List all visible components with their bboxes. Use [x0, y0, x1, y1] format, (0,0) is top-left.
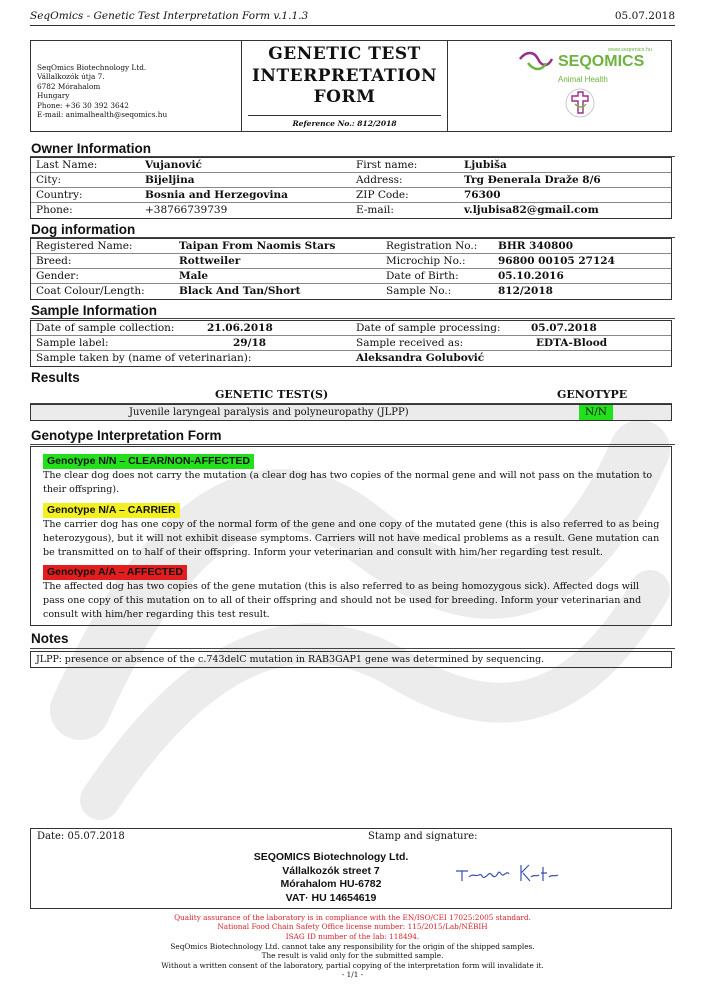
table-row [31, 254, 671, 269]
carrier-genotype-label: Genotype N/A – CARRIER [43, 503, 180, 518]
field-value: 96800 00105 27124 [498, 255, 615, 267]
field-value: 76300 [464, 189, 501, 201]
field-label: Registration No.: [386, 240, 478, 252]
svg-text:www.seqomics.hu: www.seqomics.hu [608, 47, 653, 53]
table-row [31, 158, 671, 173]
form-title-line: INTERPRETATION [251, 65, 438, 86]
field-value: 29/18 [233, 337, 267, 349]
field-value: 812/2018 [498, 285, 553, 297]
field-label: Coat Colour/Length: [36, 285, 145, 297]
field-value: Male [179, 270, 209, 282]
signature-date: Date: 05.07.2018 [37, 831, 125, 842]
table-row [31, 284, 671, 299]
interpretation-box [30, 446, 672, 626]
section-divider [30, 648, 675, 649]
field-value: 21.06.2018 [207, 322, 273, 334]
footer-line: Quality assurance of the laboratory is in compliance with the EN/ISO/CEI 17025:2005 standard. [174, 913, 531, 922]
dog-section-title: Dog information [31, 222, 136, 237]
interpretation-section-title: Genotype Interpretation Form [31, 428, 222, 443]
affected-genotype-label: Genotype A/A – AFFECTED [43, 565, 187, 580]
field-label: First name: [356, 159, 418, 171]
affected-genotype-text: The affected dog has two copies of the gene mutation (this is also referred to as being homozygous sick). Affected dogs will pass one copy of this mutation on to all of their offspring and should not be used for breeding. Inform your veterinarian and consult with him/her regarding this test result. [43, 581, 642, 620]
field-label: Sample received as: [356, 337, 464, 349]
section-divider [30, 444, 675, 445]
stamp-label: Stamp and signature: [368, 831, 478, 842]
reference-number: Reference No.: 812/2018 [248, 115, 441, 128]
svg-text:Animal Health: Animal Health [558, 75, 608, 84]
field-value: BHR 340800 [498, 240, 574, 252]
stamp-line: Vállalkozók street 7 [282, 864, 380, 877]
handwritten-signature [451, 857, 581, 885]
field-label: Registered Name: [36, 240, 133, 252]
form-title-block [242, 41, 448, 131]
company-address [31, 41, 242, 131]
column-header: GENOTYPE [557, 388, 628, 401]
field-label: ZIP Code: [356, 189, 409, 201]
header-date: 05.07.2018 [614, 10, 675, 22]
field-value: Vujanović [145, 159, 202, 171]
field-label: Microchip No.: [386, 255, 466, 267]
company-email: E-mail: animalhealth@seqomics.hu [37, 110, 168, 120]
field-value: 05.07.2018 [531, 322, 597, 334]
field-label: Date of sample processing: [356, 322, 501, 334]
field-value: Bijeljina [145, 174, 195, 186]
table-row [31, 351, 671, 366]
results-section-title: Results [31, 370, 80, 385]
letterhead [30, 40, 672, 132]
page-number: - 1/1 - [341, 970, 364, 980]
form-version: SeqOmics - Genetic Test Interpretation Form v.1.1.3 [30, 10, 309, 22]
field-value: Rottweiler [179, 255, 241, 267]
table-row [31, 239, 671, 254]
clear-genotype-text: The clear dog does not carry the mutation (a clear dog has two copies of the normal gene and will not pass on the mutation to their offspring). [43, 470, 653, 495]
field-value: Bosnia and Herzegovina [145, 189, 288, 201]
notes-box: JLPP: presence or absence of the c.743delC mutation in RAB3GAP1 gene was determined by sequencing. [30, 651, 672, 668]
results-row [30, 404, 672, 421]
sample-section-title: Sample Information [31, 303, 158, 318]
table-row [31, 188, 671, 203]
form-title-line: GENETIC TEST [268, 44, 421, 64]
company-city: 6782 Mórahalom [37, 81, 101, 91]
dog-table [30, 238, 672, 300]
test-name: Juvenile laryngeal paralysis and polyneuropathy (JLPP) [129, 407, 409, 418]
table-row [31, 203, 671, 218]
footer-line: SeqOmics Biotechnology Ltd. cannot take any responsibility for the origin of the shipped samples. [170, 942, 535, 951]
carrier-genotype-text: The carrier dog has one copy of the normal form of the gene and one copy of the mutated gene (this is also referred to as being heterozygous), but it will not exhibit disease symptoms. Carriers will not have medical problems as a result. Gene mutation can be transmitted on to half of their offspring. Inform your veterinarian and consult with him/her regarding test result. [43, 519, 660, 558]
field-label: Gender: [36, 270, 79, 282]
field-value: +38766739739 [145, 204, 228, 216]
column-header: GENETIC TEST(S) [215, 388, 329, 401]
field-value: v.ljubisa82@gmail.com [464, 204, 599, 216]
company-phone: Phone: +36 30 392 3642 [37, 100, 129, 110]
company-stamp [211, 851, 451, 905]
table-row [31, 336, 671, 351]
results-header [30, 388, 672, 404]
page-header [30, 10, 675, 26]
field-label: Address: [356, 174, 403, 186]
field-label: Phone: [36, 204, 73, 216]
field-value: Trg Đenerala Draže 8/6 [464, 174, 601, 186]
table-row [31, 269, 671, 284]
svg-text:SEQOMICS: SEQOMICS [558, 53, 645, 70]
field-label: E-mail: [356, 204, 394, 216]
section-divider [30, 318, 675, 319]
field-value: EDTA-Blood [536, 337, 608, 349]
field-label: City: [36, 174, 62, 186]
field-value: Taipan From Naomis Stars [179, 240, 336, 252]
footer-line: National Food Chain Safety Office license number: 115/2015/Lab/NÉBIH [217, 922, 488, 932]
signature-box [30, 828, 672, 909]
field-label: Country: [36, 189, 83, 201]
field-label: Breed: [36, 255, 72, 267]
stamp-line: SEQOMICS Biotechnology Ltd. [253, 851, 409, 863]
company-country: Hungary [37, 91, 70, 101]
field-value: Ljubiša [464, 159, 507, 171]
table-row [31, 321, 671, 336]
stamp-line: VAT· HU 14654619 [285, 891, 377, 904]
footer-line: Without a written consent of the laboratory, partial copying of the interpretation form will invalidate it. [161, 960, 544, 970]
genotype-badge: N/N [579, 405, 613, 420]
clear-genotype-label: Genotype N/N – CLEAR/NON-AFFECTED [43, 454, 254, 469]
sample-table [30, 320, 672, 367]
field-label: Sample label: [36, 337, 109, 349]
field-label: Date of Birth: [386, 270, 459, 282]
company-name: SeqOmics Biotechnology Ltd. [37, 63, 147, 72]
company-street: Vállalkozók útja 7. [37, 72, 105, 82]
table-row [31, 173, 671, 188]
seqomics-logo-icon [448, 41, 673, 131]
field-label: Date of sample collection: [36, 322, 175, 334]
stamp-line: Mórahalom HU-6782 [280, 878, 382, 890]
field-value: Black And Tan/Short [179, 285, 301, 297]
footer-line: The result is valid only for the submitted sample. [261, 951, 444, 961]
field-value: Aleksandra Golubović [356, 352, 485, 364]
form-title-line: FORM [313, 87, 376, 107]
owner-section-title: Owner Information [31, 141, 152, 156]
field-label: Last Name: [36, 159, 98, 171]
company-logo [448, 41, 671, 131]
field-value: 05.10.2016 [498, 270, 564, 282]
field-label: Sample No.: [386, 285, 452, 297]
footer-line: ISAG ID number of the lab: 118494. [285, 931, 420, 941]
footer-accreditation [0, 913, 705, 941]
owner-table [30, 157, 672, 219]
notes-section-title: Notes [31, 631, 69, 646]
footer-disclaimer [0, 942, 705, 980]
form-title [242, 41, 447, 109]
field-label: Sample taken by (name of veterinarian): [36, 352, 252, 364]
